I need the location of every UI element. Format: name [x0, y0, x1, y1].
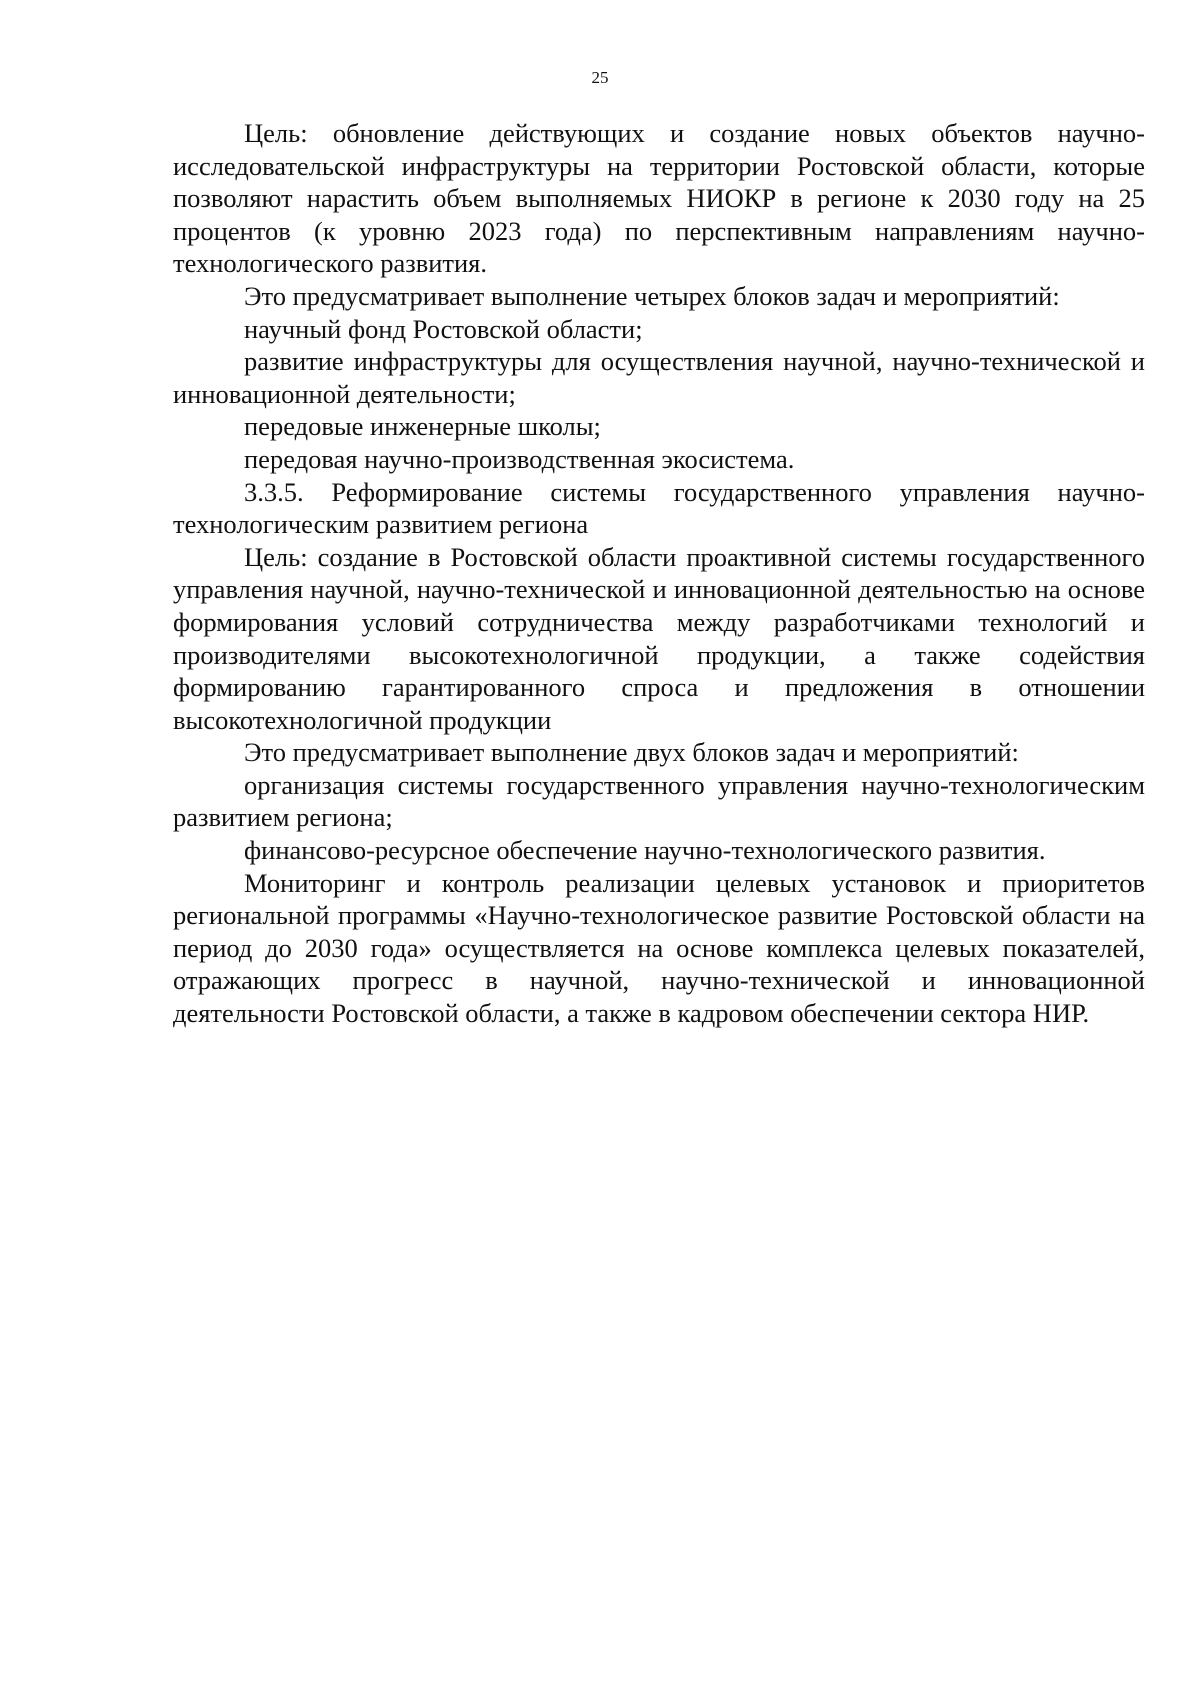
section-heading-3-3-5: 3.3.5. Реформирование системы государственного управления научно-технологическим развитием региона — [173, 476, 1145, 540]
list-item-production-ecosystem: передовая научно-производственная экосистема. — [244, 443, 795, 474]
document-body — [173, 117, 1145, 1030]
list-item-infrastructure-development: развитие инфраструктуры для осуществления научной, научно-технической и инновационной деятельности; — [173, 346, 1145, 409]
list-item-financial-support: финансово-ресурсное обеспечение научно-технологического развития. — [244, 835, 1046, 866]
list-item-governance-system: организация системы государственного управления научно-технологическим развитием региона; — [173, 769, 1145, 833]
page-number: 25 — [591, 68, 609, 87]
list-item-engineering-schools: передовые инженерные школы; — [244, 411, 601, 442]
list-item-science-fund: научный фонд Ростовской области; — [244, 313, 643, 344]
paragraph-two-task-blocks: Это предусматривает выполнение двух блоков задач и мероприятий: — [244, 737, 1019, 768]
paragraph-goal-governance: Цель: создание в Ростовской области проактивной системы государственного управления научной, научно-технической и инновационной деятельностью на основе формирования условий сотрудничества между разработчиками технологий и производителями высокотехнологичной продукции, а также содействия формированию гарантированного спроса и предложения в отношении высокотехнологичной продукции — [173, 541, 1145, 735]
paragraph-four-task-blocks: Это предусматривает выполнение четырех блоков задач и мероприятий: — [244, 280, 1060, 311]
paragraph-monitoring: Мониторинг и контроль реализации целевых установок и приоритетов региональной программы «Научно-технологическое развитие Ростовской области на период до 2030 года» осуществляется на основе комплекса целевых показателей, отражающих прогресс в научной, научно-технической и инновационной деятельности Ростовской области, а также в кадровом обеспечении сектора НИР. — [173, 867, 1145, 1029]
paragraph-goal-infrastructure: Цель: обновление действующих и создание новых объектов научно-исследовательской инфраструктуры на территории Ростовской области, которые позволяют нарастить объем выполняемых НИОКР в регионе к 2030 году на 25 процентов (к уровню 2023 года) по перспективным направлениям научно-технологического развития. — [173, 118, 1145, 279]
